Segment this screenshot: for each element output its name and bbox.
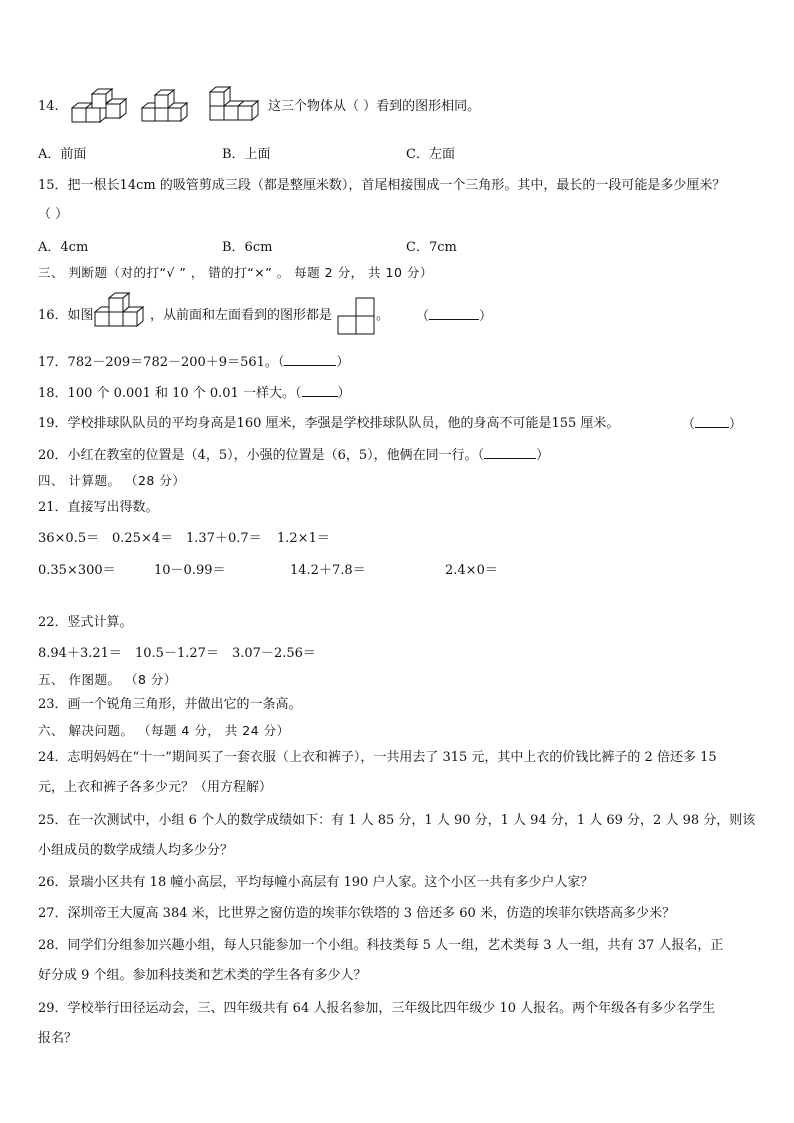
q21-item: 36×0.5＝: [38, 531, 100, 546]
q14-option-c[interactable]: C．左面: [406, 147, 455, 162]
q29-line-2: 报名？: [38, 1031, 78, 1046]
q14-figure-2: [140, 88, 194, 130]
q18-row: [38, 384, 351, 403]
q19-stem: 19．学校排球队队员的平均身高是160 厘米，李强是学校排球队队员，他的身高不可能是155 厘米。: [38, 416, 620, 431]
paren-right: ）: [536, 448, 550, 463]
blank-line: [429, 307, 479, 320]
paren-right: ）: [479, 309, 493, 324]
q21-item: 1.2×1＝: [277, 531, 330, 546]
q22-item: 8.94＋3.21＝: [38, 646, 122, 661]
q15-stem: 15．把一根长14cm 的吸管剪成三段（都是整厘米数），首尾相接围成一个三角形。其中，最长的一段可能是多少厘米？: [38, 178, 726, 193]
blank-line: [284, 353, 336, 366]
q25-line-2: 小组成员的数学成绩人均多少分？: [38, 843, 234, 858]
q16-solid-figure: [92, 290, 148, 336]
q14-figure-1: [70, 86, 130, 130]
paren-right: ）: [729, 417, 743, 432]
q14-stem: 这三个物体从（ ）看到的图形相同。: [268, 99, 481, 114]
q14-option-a[interactable]: A．前面: [38, 147, 87, 162]
q24-line-1: 24．志明妈妈在“十一”期间买了一套衣服（上衣和裤子），一共用去了 315 元，其中上衣的价钱比裤子的 2 倍还多 15: [38, 750, 717, 765]
q21-item: 0.35×300＝: [38, 563, 116, 578]
q21-item: 0.25×4＝: [112, 531, 174, 546]
section-6-heading: 六、 解决问题。 （每题 4 分， 共 24 分）: [38, 723, 290, 738]
q28-line-1: 28．同学们分组参加兴趣小组，每人只能参加一个小组。科技类每 5 人一组，艺术类每 3 人一组，共有 37 人报名，正: [38, 938, 724, 953]
paren-left: （: [416, 309, 430, 324]
q22-item: 3.07－2.56＝: [232, 646, 316, 661]
q15-option-a[interactable]: A．4cm: [38, 240, 89, 255]
q24-line-2: 元，上衣和裤子各多少元？（用方程解）: [38, 780, 273, 795]
section-4-heading: 四、 计算题。 （28 分）: [38, 473, 186, 488]
blank-line: [302, 384, 338, 397]
q17-row: [38, 353, 349, 372]
blank-line: [695, 415, 729, 428]
q26-stem: 26．景瑞小区共有 18 幢小高层，平均每幢小高层有 190 户人家。这个小区一共有多少户人家？: [38, 875, 594, 890]
paren-left: （: [477, 448, 485, 463]
q20-answer-blank[interactable]: [478, 448, 550, 463]
q21-item: 10－0.99＝: [154, 563, 226, 578]
q16-middle-text: ，从前面和左面看到的图形都是: [150, 308, 333, 323]
q27-stem: 27．深圳帝王大厦高 384 米，比世界之窗仿造的埃菲尔铁塔的 3 倍还多 60 米，仿造的埃菲尔铁塔高多少米？: [38, 906, 675, 921]
q21-item: 14.2＋7.8＝: [290, 563, 366, 578]
q29-line-1: 29．学校举行田径运动会，三、四年级共有 64 人报名参加，三年级比四年级少 10 人报名。两个年级各有多少名学生: [38, 1001, 716, 1016]
paren-right: ）: [337, 386, 351, 401]
section-5-heading: 五、 作图题。 （8 分）: [38, 672, 177, 687]
blank-line: [484, 446, 536, 459]
q14-figure-3: [206, 84, 268, 130]
q22-item: 10.5－1.27＝: [135, 646, 219, 661]
paren-left: （: [295, 386, 302, 401]
q16-answer-blank[interactable]: [416, 307, 492, 326]
q20-stem: 20．小红在教室的位置是（4，5），小强的位置是（6，5），他俩在同一行。: [38, 448, 478, 463]
q21-item: 2.4×0＝: [445, 563, 498, 578]
q16-prefix: 16．如图: [38, 308, 94, 323]
section-3-heading: 三、 判断题（对的打“√ ” ， 错的打“×” 。 每题 2 分， 共 10 分）: [38, 265, 433, 280]
q15-answer-paren[interactable]: （ ）: [38, 207, 69, 222]
paren-left: （: [682, 417, 696, 432]
paren-left: （: [277, 355, 285, 370]
q23-stem: 23．画一个锐角三角形，并做出它的一条高。: [38, 697, 302, 712]
q18-stem: 18．100 个 0.001 和 10 个 0.01 一样大。: [38, 386, 295, 401]
q15-option-b[interactable]: B．6cm: [222, 240, 273, 255]
q19-answer-blank[interactable]: [682, 415, 742, 434]
q28-line-2: 好分成 9 个组。参加科技类和艺术类的学生各有多少人？: [38, 968, 367, 983]
q14-option-b[interactable]: B．上面: [222, 147, 271, 162]
q16-view-figure: [336, 296, 378, 336]
q17-stem: 17．782－209＝782－200＋9＝561。: [38, 355, 278, 370]
q22-stem: 22．竖式计算。: [38, 615, 133, 630]
q15-option-c[interactable]: C．7cm: [406, 240, 457, 255]
q21-stem: 21．直接写出得数。: [38, 500, 159, 515]
q25-line-1: 25．在一次测试中，小组 6 个人的数学成绩如下：有 1 人 85 分，1 人 90 分，1 人 94 分，1 人 69 分，2 人 98 分，则该: [38, 813, 756, 828]
q20-row: [38, 446, 549, 465]
q17-answer-blank[interactable]: [278, 355, 350, 370]
q14-number: 14.: [38, 99, 59, 114]
q16-suffix: 。: [376, 308, 390, 323]
q21-item: 1.37＋0.7＝: [186, 531, 262, 546]
paren-right: ）: [336, 355, 350, 370]
q18-answer-blank[interactable]: [295, 386, 351, 401]
